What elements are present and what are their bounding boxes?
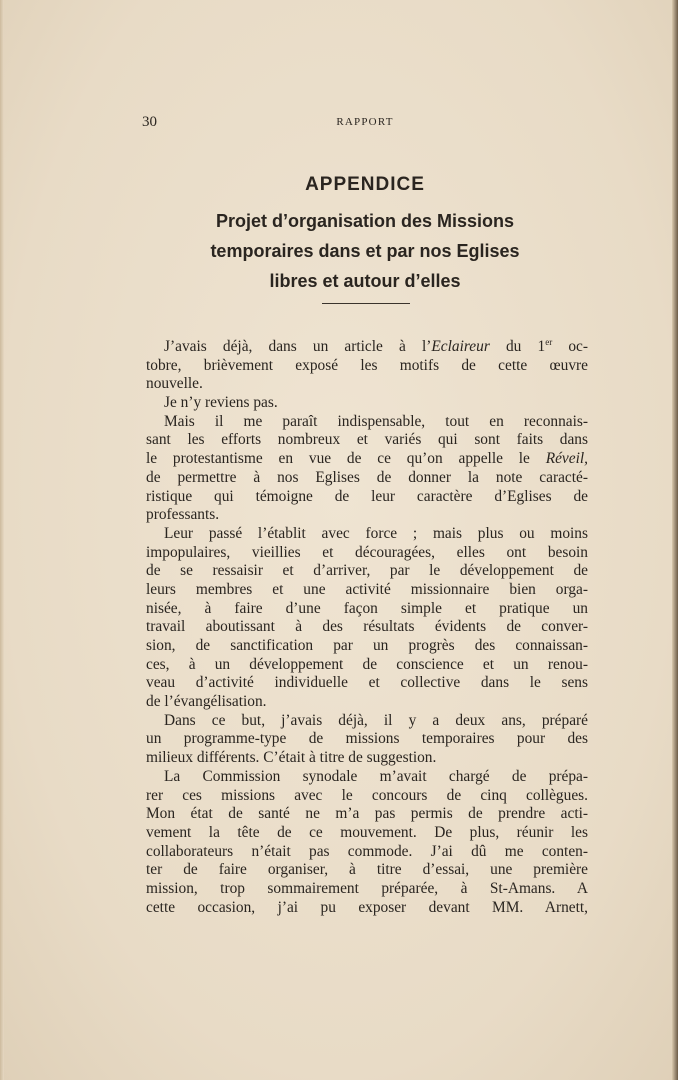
text-line: milieux différents. C’était à titre de suggestion. <box>146 749 437 767</box>
superscript: er <box>545 336 553 347</box>
text-line: vement la tête de ce mouvement. De plus, réunir les <box>146 823 588 841</box>
body-text <box>146 338 588 917</box>
text-line: collaborateurs n’était pas commode. J’ai dû me conten- <box>146 842 588 860</box>
italic-run: Eclaireur <box>431 338 490 355</box>
text-run: J’avais déjà, dans un article à l’ <box>164 338 432 355</box>
title-divider <box>322 303 410 304</box>
text-line: un programme-type de missions temporaires pour des <box>146 730 588 748</box>
subtitle-line: temporaires dans et par nos Eglises <box>210 241 520 261</box>
text-line: leurs membres et une activité missionnaire bien orga- <box>146 580 588 598</box>
text-line: veau d’activité individuelle et collective dans le sens <box>146 674 588 692</box>
text-line: La Commission synodale m’avait chargé de prépa- <box>164 767 588 785</box>
text-line: Mais il me paraît indispensable, tout en reconnais- <box>164 412 588 430</box>
page-left-edge <box>0 0 4 1080</box>
text-line: rer ces missions avec le concours de cinq collègues. <box>146 786 588 804</box>
text-line: de permettre à nos Eglises de donner la note caracté- <box>146 468 588 486</box>
page-right-edge <box>672 0 678 1080</box>
text-line: Leur passé l’établit avec force ; mais plus ou moins <box>164 524 588 542</box>
text-line: tobre, brièvement exposé les motifs de cette œuvre <box>146 356 588 374</box>
section-subtitle <box>142 206 588 296</box>
text-line: cette occasion, j’ai pu exposer devant MM. Arnett, <box>146 898 588 916</box>
text-line: nisée, à faire d’une façon simple et pratique un <box>146 599 588 617</box>
text-line: ter de faire organiser, à titre d’essai, une première <box>146 861 588 879</box>
running-header <box>142 114 588 134</box>
text-line: professants. <box>146 506 220 524</box>
text-run: oc- <box>552 338 589 355</box>
text-line: impopulaires, vieillies et découragées, elles ont besoin <box>146 543 588 561</box>
text-run: le protestantisme en vue de ce qu’on appelle le <box>146 450 546 468</box>
text-line: ristique qui témoigne de leur caractère d’Eglises de <box>146 487 588 505</box>
italic-run: Réveil, <box>545 450 588 468</box>
subtitle-line: Projet d’organisation des Missions <box>215 211 515 231</box>
running-title: RAPPORT <box>336 116 394 128</box>
page-number: 30 <box>142 114 157 130</box>
text-line: mission, trop sommairement préparée, à St-Amans. A <box>146 879 588 897</box>
text-line: Dans ce but, j’avais déjà, il y a deux ans, préparé <box>164 711 588 729</box>
text-line: Mon état de santé ne m’a pas permis de prendre acti- <box>146 805 588 823</box>
text-line: ces, à un développement de conscience et un renou- <box>146 655 588 673</box>
text-line: nouvelle. <box>146 375 203 393</box>
section-title: APPENDICE <box>305 174 425 195</box>
text-line: de l’évangélisation. <box>146 693 267 711</box>
text-line: sant les efforts nombreux et variés qui sont faits dans <box>146 431 588 449</box>
text-line: travail aboutissant à des résultats évidents de conver- <box>146 618 588 636</box>
subtitle-line: libres et autour d’elles <box>269 271 461 291</box>
text-line <box>146 450 588 469</box>
text-line: Je n’y reviens pas. <box>164 394 278 412</box>
text-line: sion, de sanctification par un progrès des connaissan- <box>146 637 588 654</box>
text-line <box>146 338 588 357</box>
text-run: du 1 <box>489 338 546 355</box>
text-line: de se ressaisir et d’arriver, par le développement de <box>146 562 588 580</box>
